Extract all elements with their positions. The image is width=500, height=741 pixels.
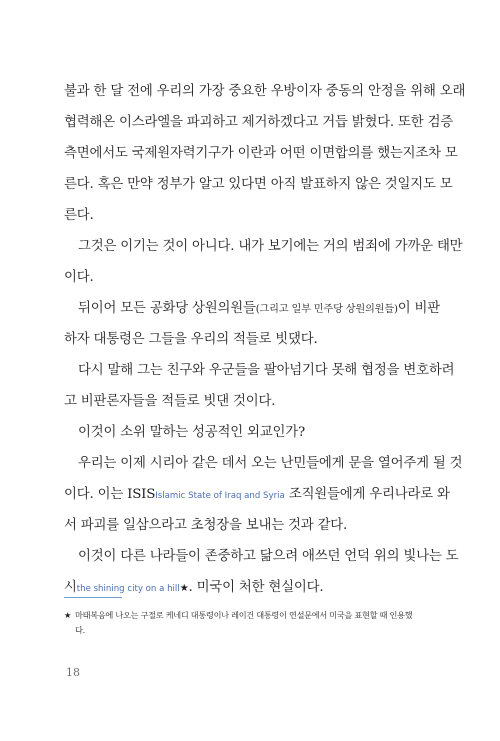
paragraph-first-line: 우리는 이제 시리아 같은 데서 오는 난민들에게 문을 열어주게 될 것 [78,456,463,471]
text-run: 조직원들에게 우리나라로 와 [284,487,450,502]
paragraph-first-line: 다시 말해 그는 친구와 우군들을 팔아넘기다 못해 협정을 변호하려 [78,363,455,378]
text-run: 시 [64,580,77,595]
paragraph-first-line: 이것이 다른 나라들이 존중하고 닮으려 애쓰던 언덕 위의 빛나는 도 [78,549,459,564]
paragraph-first-line: 이것이 소위 말하는 성공적인 외교인가? [78,425,305,440]
text-line: 협력해온 이스라엘을 파괴하고 제거하겠다고 거듭 밝혔다. 또한 검증 [64,115,454,130]
footnote-line: 다. [75,625,85,635]
english-gloss: the shining city on a hill [76,584,180,594]
text-line: 측면에서도 국제원자력기구가 이란과 어떤 이면합의를 했는지조차 모 [64,146,458,161]
footnote-line [64,608,436,623]
text-line: 불과 한 달 전에 우리의 가장 중요한 우방이자 중동의 안정을 위해 오래 [64,84,466,99]
text-line: 서 파괴를 일삼으라고 초청장을 보내는 것과 같다. [64,518,348,533]
footnote-star-icon: ★ [64,610,72,620]
footnote [64,608,436,638]
footnote-marker[interactable]: ★ [179,583,189,594]
footnote-text: 마태복음에 나오는 구절로 케네디 대통령이나 레이건 대통령이 연설문에서 미국을 표현할 때 인용했 [75,610,413,620]
english-gloss: Islamic State of Iraq and Syria [155,491,285,501]
text-run: . 미국이 처한 현실이다. [188,580,324,595]
text-line: 이다. [64,270,94,285]
text-line [64,479,450,510]
text-run: 이다. 이는 ISIS [64,487,156,502]
page-number: 18 [66,666,80,679]
text-line: 하자 대통령은 그들을 우리의 적들로 빗댔다. [64,332,318,347]
body-text [64,76,466,603]
text-line: 른다. 혹은 만약 정부가 알고 있다면 아직 발표하지 않은 것일지도 모 [64,177,453,192]
footnote-divider [64,597,122,598]
text-run: 이 비판 [397,301,440,316]
text-line: 고 비판론자들을 적들로 빗댄 것이다. [64,394,276,409]
paragraph-first-line: 그것은 이기는 것이 아니다. 내가 보기에는 거의 범죄에 가까운 태만 [78,239,463,254]
paragraph-first-line [64,293,440,324]
text-line: 른다. [64,208,94,223]
text-line [64,572,436,603]
text-run: 뒤이어 모든 공화당 상원의원들 [78,301,256,316]
parenthetical-note: (그리고 일부 민주당 상원의원들) [255,304,398,315]
